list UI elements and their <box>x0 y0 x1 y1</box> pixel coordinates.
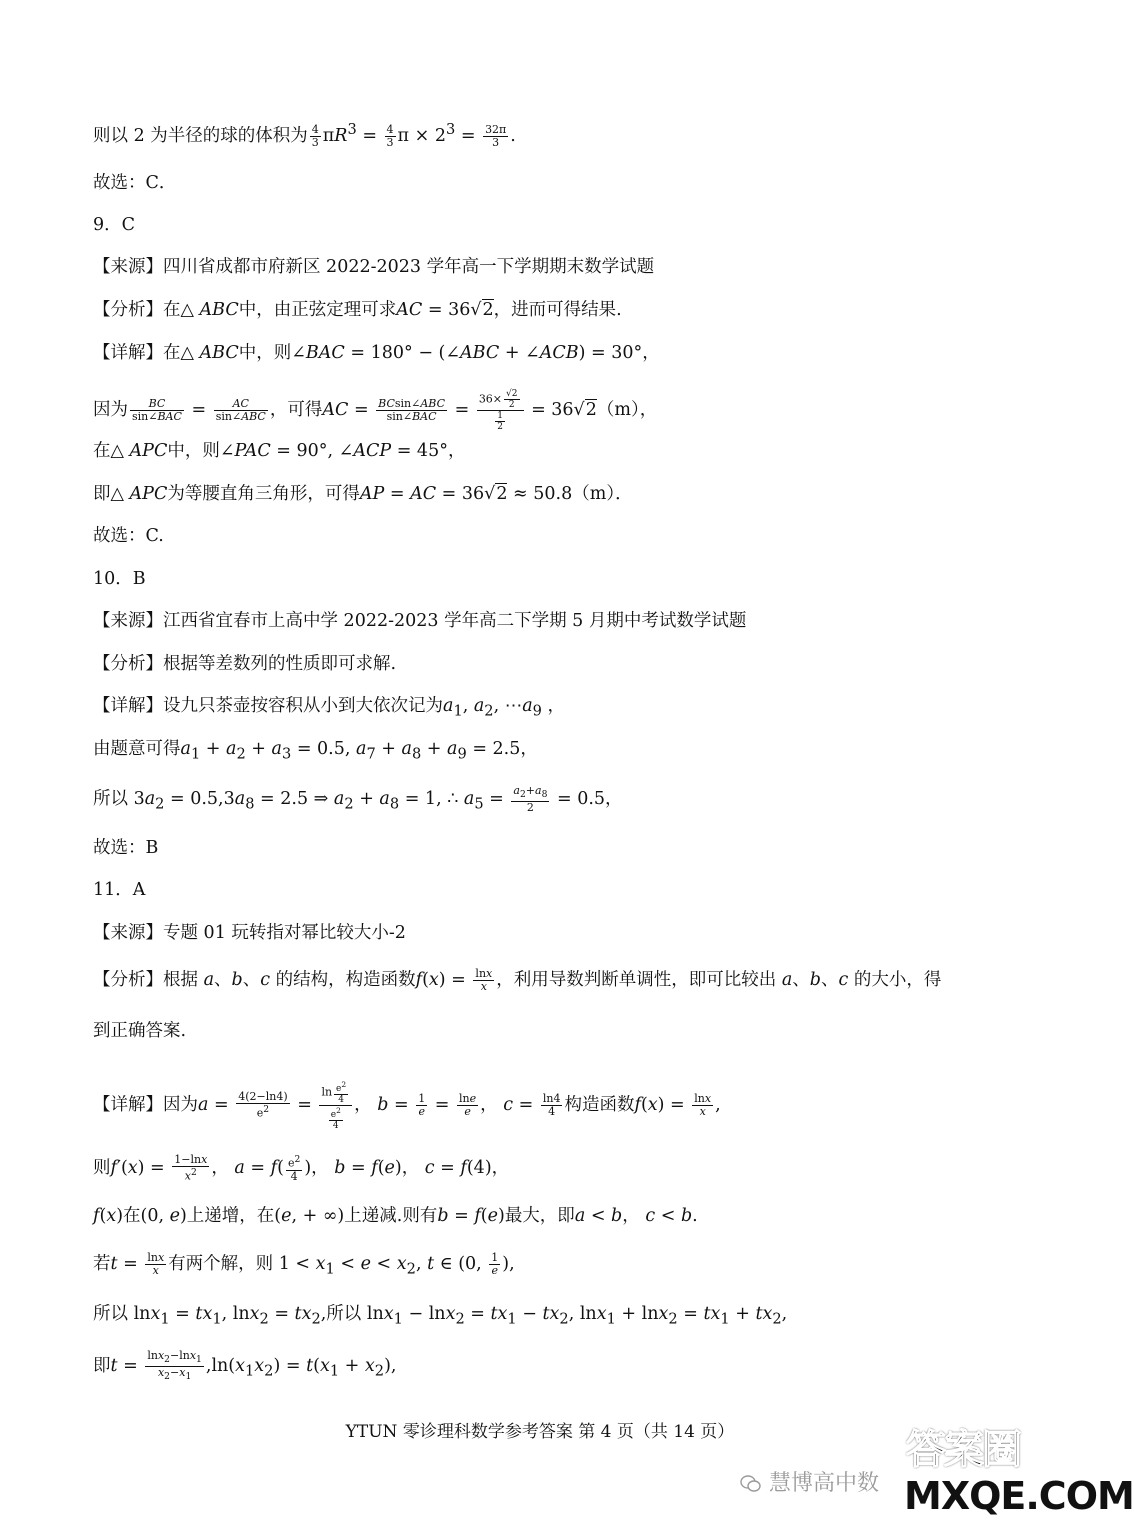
line-answer-b-10: 故选：B <box>93 838 159 858</box>
question-11-heading: 11．A <box>93 880 146 900</box>
q9-analysis: 【分析】在△ ABC中，由正弦定理可求AC = 36√2，进而可得结果. <box>93 300 622 320</box>
logo-title: 答案圈 <box>906 1427 1020 1473</box>
page-footer: YTUN 零诊理科数学参考答案 第 4 页（共 14 页） <box>345 1422 735 1442</box>
q11-detail-3: f(x)在(0, e)上递增，在(e, + ∞)上递减.则有b = f(e)最大，即a < b， c < b. <box>93 1206 698 1226</box>
line-sphere-volume: 则以 2 为半径的球的体积为 $\frac{4}{3}$ $\pi R^3$ = $\frac{4}{3}$ $\pi \times 2^3$ = $\frac{32\pi}{3}$ . <box>93 121 516 149</box>
answer-circle-logo <box>902 1418 1134 1522</box>
q11-detail-2: 则f′(x) = $\frac{1-\ln x}{x^2}$ ， a = f( $\frac{e^2}{4}$ )， b = f(e)， c = f(4)， <box>93 1153 510 1183</box>
wechat-account-name: 慧博高中数 <box>769 1471 880 1496</box>
q11-detail-6: 即t = $\frac{\ln x_2-\ln x_1}{x_2-x_1}$ $,\ln(x_1x_2) = t(x_1 + x_2)$, <box>93 1349 397 1383</box>
q9-detail-1: 【详解】在△ ABC中，则∠BAC = 180° − (∠ABC + ∠ACB) = 30°， <box>93 343 660 363</box>
q11-source: 【来源】专题 01 玩转指对幂比较大小-2 <box>93 923 406 943</box>
q9-detail-3: 在△ APC中，则∠PAC = 90°, ∠ACP = 45°， <box>93 441 466 461</box>
q11-analysis-1: 【分析】根据 a、b、c 的结构，构造函数f(x) = $\frac{\ln x}{x}$ ，利用导数判断单调性，即可比较出 a、b、c 的大小，得 <box>93 967 942 993</box>
line-answer-c-8: 故选：C． <box>93 173 177 193</box>
q9-detail-2: 因为 $\frac{BC}{\text{sin∠BAC}}$ = $\frac{AC}{\text{sin∠ABC}}$ ，可得AC = $\frac{\text{BCsin∠ABC}}{\text{sin∠BAC}}$ = 36× $\frac{√2}{2}$ $\frac{1}{2}$ = 36√2（m）， <box>93 389 658 432</box>
logo-site: MXQE.COM <box>904 1474 1134 1518</box>
q10-detail-2: 由题意可得$a_1 + a_2 + a_3 = 0.5$, $a_7 + a_8 + a_9 = 2.5$， <box>93 739 538 763</box>
q10-analysis: 【分析】根据等差数列的性质即可求解. <box>93 654 397 674</box>
wechat-icon <box>740 1474 762 1494</box>
q11-detail-1: 【详解】因为a = $\frac{4(2-\ln 4)}{e^2}$ = ln $\frac{e^2}{4}$ $\frac{e^2}{4}$ ， b = $\frac{1}{e}$ = $\frac{\ln e}{e}$ ， c = $\frac{\ln 4}{4}$ 构造函数f(x) = $\frac{\ln x}{x}$ , <box>93 1080 721 1131</box>
question-10-heading: 10．B <box>93 569 146 589</box>
question-9-heading: 9．C <box>93 215 136 235</box>
q10-detail-3: 所以 $3a_2 = 0.5,3a_8 = 2.5$ ⇒ $a_2 + a_8 = 1$, ∴ $a_5$ = $\frac{a_2+a_8}{2}$ = 0.5， <box>93 784 623 815</box>
q11-detail-5: 所以 $\ln x_1 = tx_1$, $\ln x_2 = tx_2$,所以 $\ln x_1 - \ln x_2 = tx_1 - tx_2$, $\ln x_1 + \ln x_2 = tx_1 + tx_2$, <box>93 1304 788 1328</box>
q10-source: 【来源】江西省宜春市上高中学 2022-2023 学年高二下学期 5 月期中考试数学试题 <box>93 611 747 631</box>
line-answer-c-9: 故选：C. <box>93 526 164 546</box>
wechat-watermark <box>740 1466 879 1497</box>
q9-detail-4: 即△ APC为等腰直角三角形，可得AP = AC = 36√2 ≈ 50.8（m）． <box>93 484 633 504</box>
q11-detail-4: 若t = $\frac{\ln x}{x}$ 有两个解，则 $1 < x_1 < e < x_2$, t ∈ (0, $\frac{1}{e}$ ), <box>93 1251 515 1278</box>
q11-analysis-2: 到正确答案. <box>93 1021 187 1041</box>
q10-detail-1: 【详解】设九只茶壶按容积从小到大依次记为$a_1$, $a_2$, $\cdots a_9$ ， <box>93 696 566 720</box>
q9-source: 【来源】四川省成都市府新区 2022-2023 学年高一下学期期末数学试题 <box>93 257 655 277</box>
